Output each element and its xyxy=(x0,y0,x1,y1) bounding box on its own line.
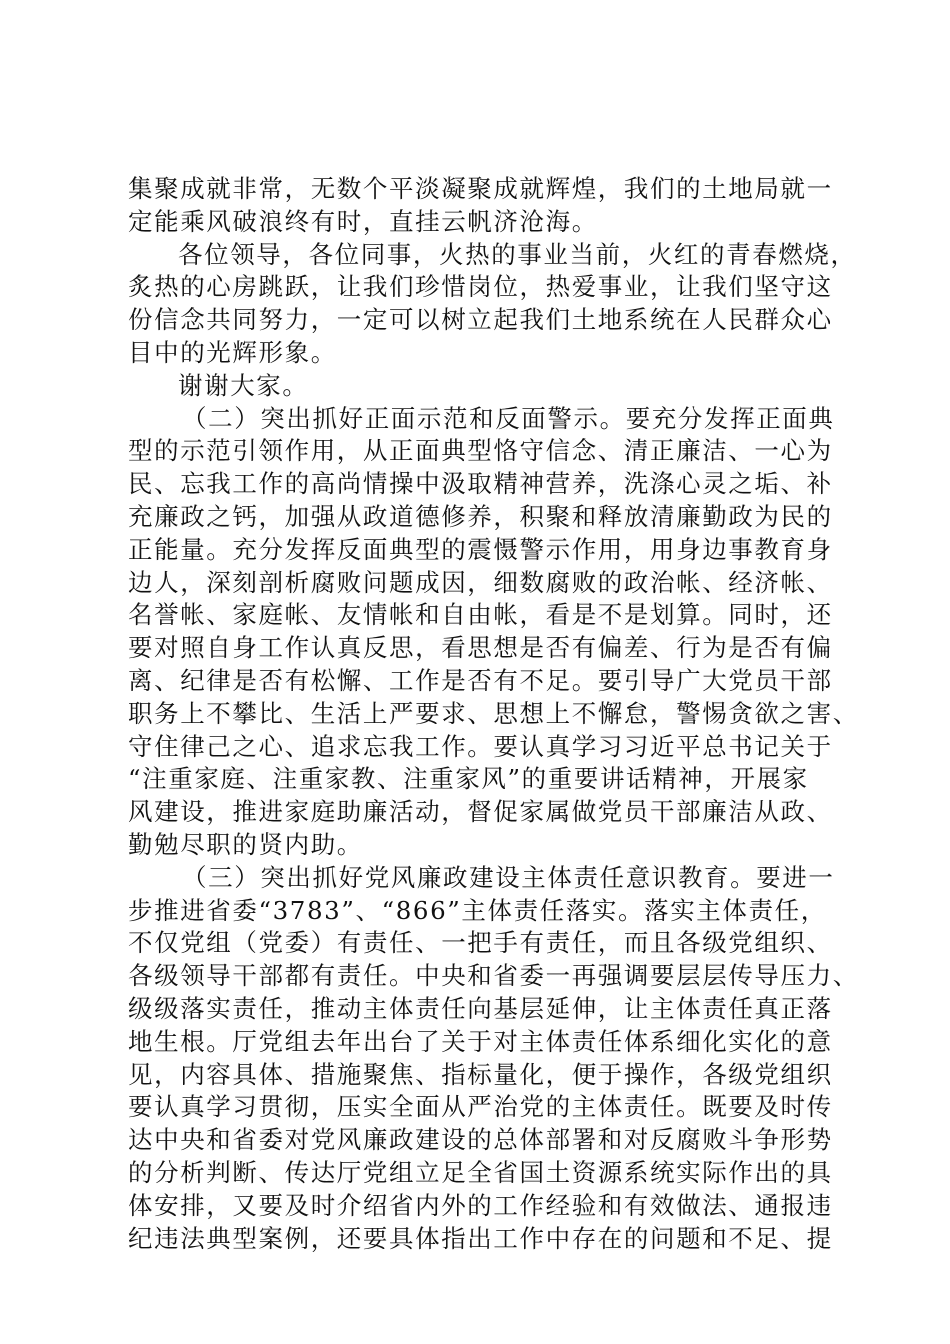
text-line: 正能量。充分发挥反面典型的震慑警示作用，用身边事教育身 xyxy=(128,534,833,564)
text-line: “注重家庭、注重家教、注重家风”的重要讲话精神，开展家 xyxy=(128,764,809,794)
text-line: 体安排，又要及时介绍省内外的工作经验和有效做法、通报违 xyxy=(128,1190,833,1220)
section-heading-line: （二）突出抓好正面示范和反面警示。要充分发挥正面典 xyxy=(182,403,835,433)
text-line: 集聚成就非常，无数个平淡凝聚成就辉煌，我们的土地局就一 xyxy=(128,174,833,203)
text-line: 离、纪律是否有松懈、工作是否有不足。要引导广大党员干部 xyxy=(128,665,833,695)
text-line: 份信念共同努力，一定可以树立起我们土地系统在人民群众心 xyxy=(128,305,833,335)
text-line: 要认真学习贯彻，压实全面从严治党的主体责任。既要及时传 xyxy=(128,1092,833,1122)
text-line: 达中央和省委对党风廉政建设的总体部署和对反腐败斗争形势 xyxy=(128,1125,833,1155)
text-line: 职务上不攀比、生活上严要求、思想上不懈怠，警惕贪欲之害、 xyxy=(128,698,859,728)
text-line: 守住律己之心、追求忘我工作。要认真学习习近平总书记关于 xyxy=(128,731,833,761)
document-body xyxy=(128,173,858,1255)
text-line: 勤勉尽职的贤内助。 xyxy=(128,829,363,859)
text-line: 目中的光辉形象。 xyxy=(128,337,337,367)
text-line: 纪违法典型案例，还要具体指出工作中存在的问题和不足、提 xyxy=(128,1223,833,1253)
paragraph-first-line: 各位领导，各位同事，火热的事业当前，火红的青春燃烧， xyxy=(178,239,857,269)
text-line: 级级落实责任，推动主体责任向基层延伸，让主体责任真正落 xyxy=(128,993,833,1023)
text-line: 名誉帐、家庭帐、友情帐和自由帐，看是不是划算。同时，还 xyxy=(128,600,833,630)
text-line: 边人，深刻剖析腐败问题成因，细数腐败的政治帐、经济帐、 xyxy=(128,567,833,597)
text-line: 见，内容具体、措施聚焦、指标量化，便于操作，各级党组织 xyxy=(128,1059,833,1089)
text-line: 民、忘我工作的高尚情操中汲取精神营养，洗涤心灵之垢、补 xyxy=(128,469,833,499)
paragraph-first-line: 谢谢大家。 xyxy=(178,370,309,400)
text-line: 的分析判断、传达厅党组立足全省国土资源系统实际作出的具 xyxy=(128,1157,833,1187)
text-line: 不仅党组（党委）有责任、一把手有责任，而且各级党组织、 xyxy=(128,928,833,958)
section-heading-line: （三）突出抓好党风廉政建设主体责任意识教育。要进一 xyxy=(182,862,835,892)
text-line: 定能乘风破浪终有时，直挂云帆济沧海。 xyxy=(128,206,598,236)
text-line: 步推进省委“3783”、“866”主体责任落实。落实主体责任， xyxy=(128,895,827,925)
text-line: 各级领导干部都有责任。中央和省委一再强调要层层传导压力、 xyxy=(128,961,859,991)
text-line: 充廉政之钙，加强从政道德修养，积聚和释放清廉勤政为民的 xyxy=(128,501,833,531)
text-line: 风建设，推进家庭助廉活动，督促家属做党员干部廉洁从政、 xyxy=(128,797,833,827)
text-line: 型的示范引领作用，从正面典型恪守信念、清正廉洁、一心为 xyxy=(128,436,833,466)
text-line: 炙热的心房跳跃，让我们珍惜岗位，热爱事业，让我们坚守这 xyxy=(128,272,833,302)
text-line: 地生根。厅党组去年出台了关于对主体责任体系细化实化的意 xyxy=(128,1026,833,1056)
text-line: 要对照自身工作认真反思，看思想是否有偏差、行为是否有偏 xyxy=(128,633,833,663)
